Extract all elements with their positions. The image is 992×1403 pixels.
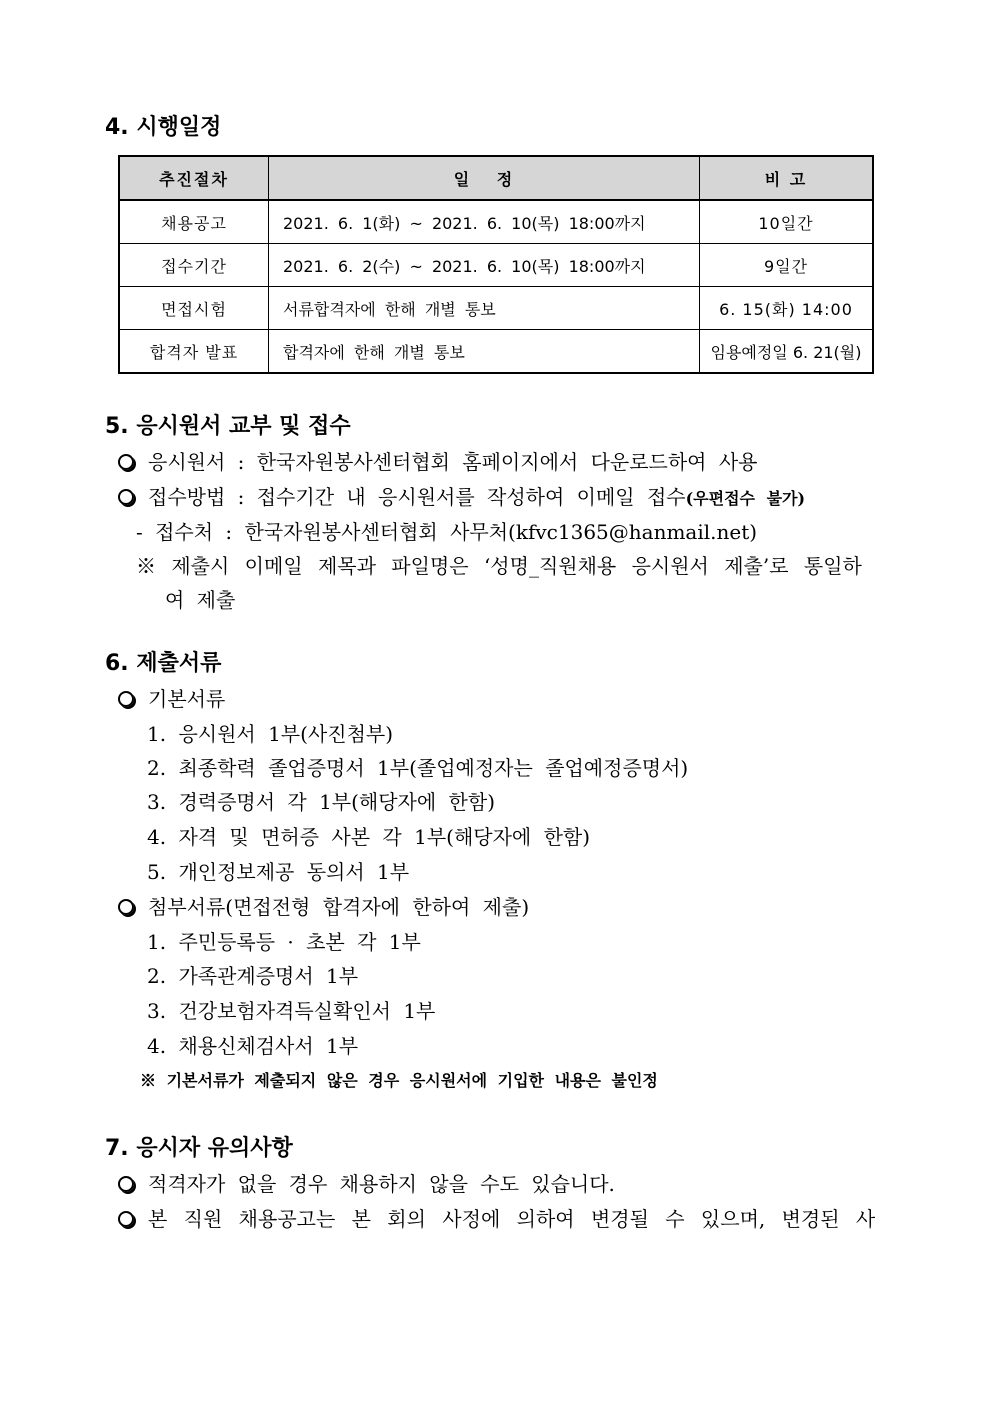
table-cell: 6. 15(화) 14:00: [700, 287, 874, 330]
list-item-text: 접수방법 : 접수기간 내 응시원서를 작성하여 이메일 접수: [148, 485, 686, 509]
list-item: [118, 684, 225, 714]
section-6-title: 6. 제출서류: [105, 651, 222, 676]
table-cell: 합격자 발표: [119, 330, 269, 374]
schedule-table: [118, 155, 874, 374]
table-row: [119, 330, 873, 374]
table-cell: 서류합격자에 한해 개별 통보: [269, 287, 700, 330]
list-item-text: 응시원서 : 한국자원봉사센터협회 홈페이지에서 다운로드하여 사용: [148, 450, 758, 474]
table-cell: 9일간: [700, 244, 874, 287]
list-item: [118, 1204, 875, 1234]
list-item-text: 기본서류: [148, 687, 226, 711]
document-item: 4. 자격 및 면허증 사본 각 1부(해당자에 한함): [147, 825, 591, 849]
section-5-title: 5. 응시원서 교부 및 접수: [105, 414, 351, 439]
table-cell: 임용예정일 6. 21(월): [700, 330, 874, 374]
table-cell: 면접시험: [119, 287, 269, 330]
section-4-title: 4. 시행일정: [105, 115, 222, 140]
table-header-row: [119, 156, 873, 200]
list-item: [118, 1169, 615, 1199]
document-item: 3. 경력증명서 각 1부(해당자에 한함): [147, 790, 496, 814]
table-cell: 2021. 6. 2(수) ~ 2021. 6. 10(목) 18:00까지: [269, 244, 700, 287]
document-item: 3. 건강보험자격득실확인서 1부: [147, 999, 436, 1023]
circle-bullet-icon: [118, 1176, 134, 1192]
list-item-text: 본 직원 채용공고는 본 회의 사정에 의하여 변경될 수 있으며, 변경된 사: [148, 1207, 876, 1231]
document-item: 1. 응시원서 1부(사진첨부): [147, 722, 394, 746]
document-item: 5. 개인정보제공 동의서 1부: [147, 860, 410, 884]
note-line: ※ 제출시 이메일 제목과 파일명은 ‘성명_직원채용 응시원서 제출’로 통일하: [136, 554, 862, 578]
circle-bullet-icon: [118, 489, 134, 505]
circle-bullet-icon: [118, 454, 134, 470]
document-item: 2. 가족관계증명서 1부: [147, 964, 359, 988]
list-item-text: 적격자가 없을 경우 채용하지 않을 수도 있습니다.: [148, 1172, 615, 1196]
table-cell: 2021. 6. 1(화) ~ 2021. 6. 10(목) 18:00까지: [269, 200, 700, 244]
section-7-title: 7. 응시자 유의사항: [105, 1136, 293, 1161]
list-item-text: 첨부서류(면접전형 합격자에 한하여 제출): [148, 895, 530, 919]
document-item: 2. 최종학력 졸업증명서 1부(졸업예정자는 졸업예정증명서): [147, 756, 689, 780]
list-item-note: (우편접수 불가): [685, 489, 806, 508]
submission-note: ※ 기본서류가 제출되지 않은 경우 응시원서에 기입한 내용은 불인정: [140, 1071, 658, 1090]
table-row: [119, 287, 873, 330]
circle-bullet-icon: [118, 899, 134, 915]
table-cell: 10일간: [700, 200, 874, 244]
document-item: 4. 채용신체검사서 1부: [147, 1034, 359, 1058]
note-line: 여 제출: [165, 588, 236, 612]
table-header-cell: 추진절차: [119, 156, 269, 200]
table-row: [119, 200, 873, 244]
circle-bullet-icon: [118, 691, 134, 707]
table-cell: 접수기간: [119, 244, 269, 287]
table-header-cell: 일 정: [269, 156, 700, 200]
table-cell: 합격자에 한해 개별 통보: [269, 330, 700, 374]
table-row: [119, 244, 873, 287]
table-cell: 채용공고: [119, 200, 269, 244]
document-item: 1. 주민등록등 · 초본 각 1부: [147, 930, 421, 954]
list-item: [118, 892, 529, 922]
table-header-cell: 비 고: [700, 156, 874, 200]
sub-item: - 접수처 : 한국자원봉사센터협회 사무처(kfvc1365@hanmail.net): [136, 520, 758, 544]
list-item: [118, 447, 758, 477]
circle-bullet-icon: [118, 1211, 134, 1227]
list-item: [118, 482, 805, 514]
